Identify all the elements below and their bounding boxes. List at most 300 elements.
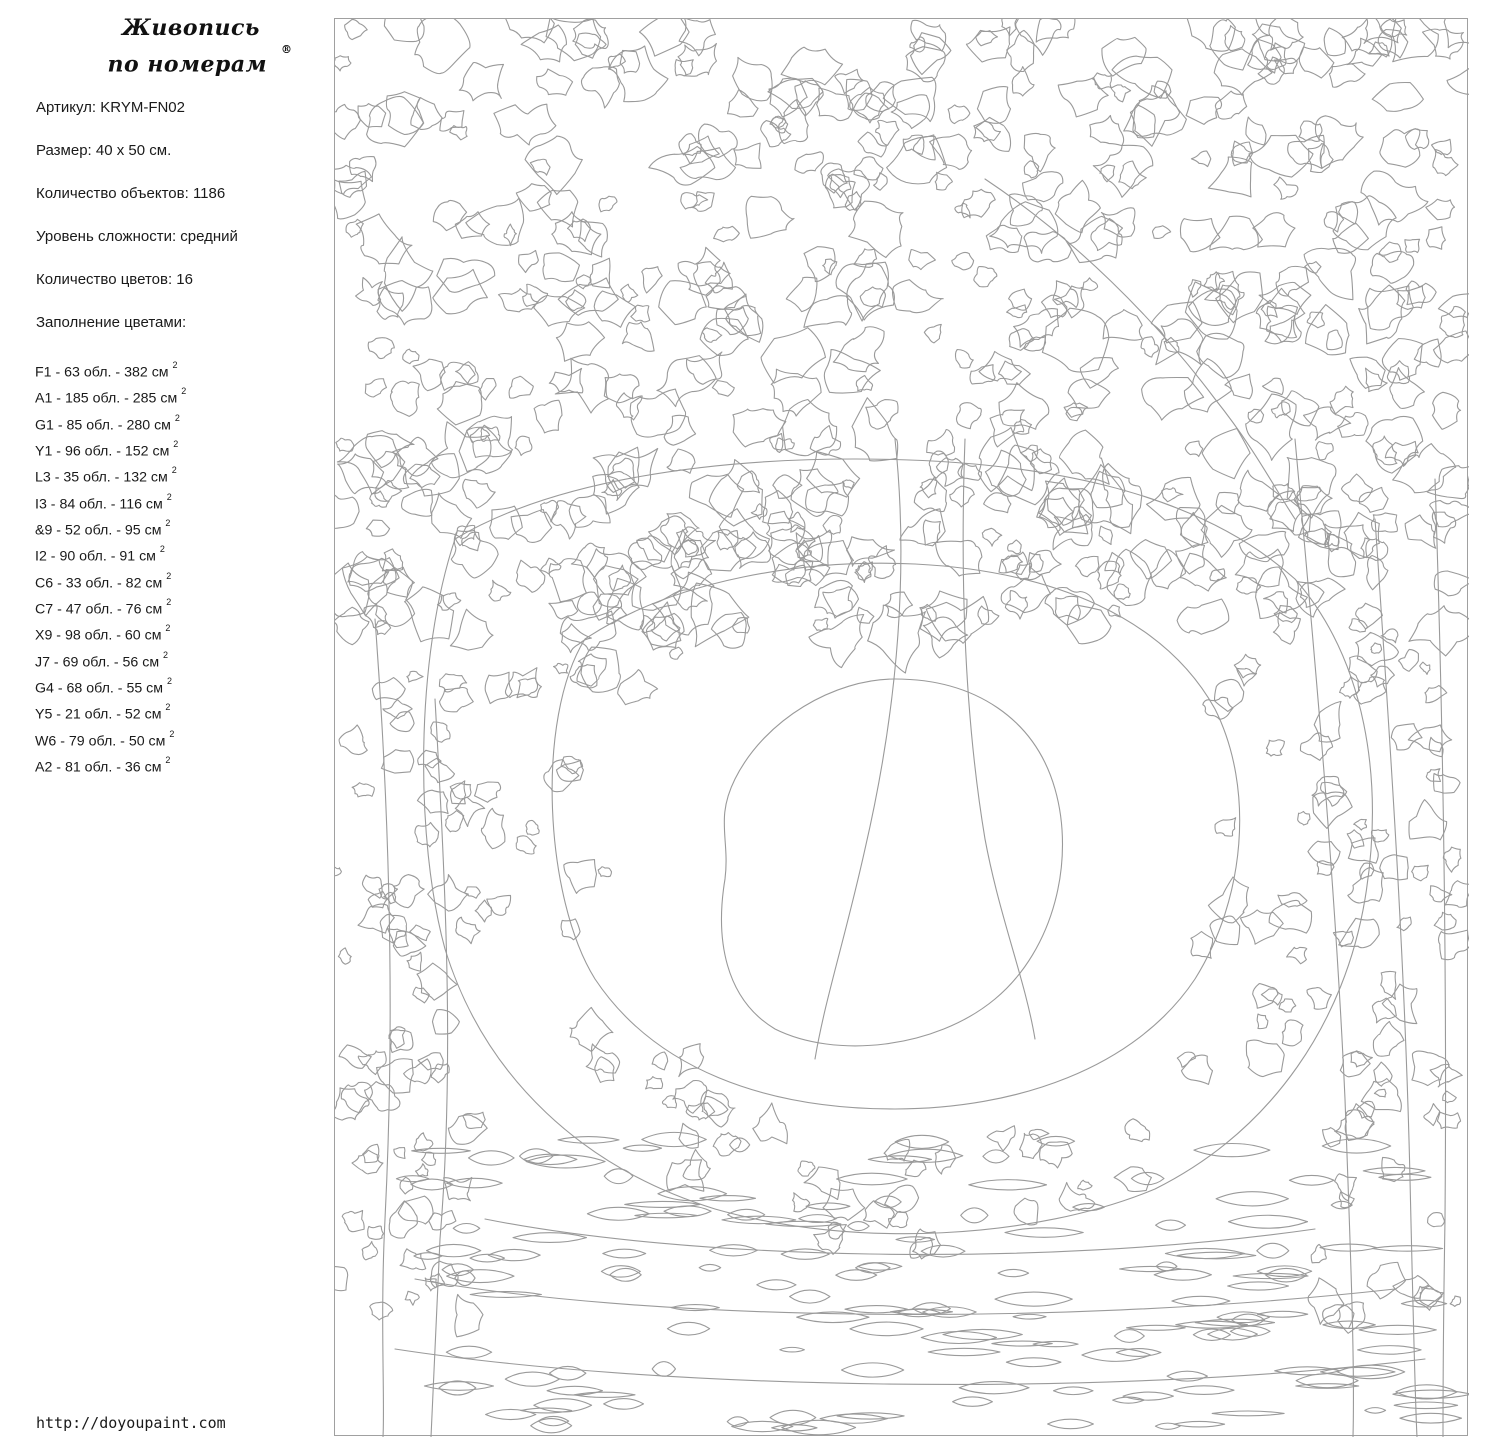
foliage-region	[1264, 592, 1288, 613]
foliage-region	[1391, 724, 1422, 750]
ground-region	[486, 1409, 536, 1419]
color-fill-unit-sup: 2	[165, 754, 171, 765]
foliage-region	[1397, 286, 1425, 309]
foliage-region	[906, 47, 945, 82]
ground-region	[642, 1132, 707, 1146]
tunnel-wall-region	[554, 663, 568, 673]
tunnel-wall-region	[1266, 740, 1284, 756]
foliage-region	[1350, 357, 1385, 388]
foliage-region	[796, 530, 831, 569]
ground-region	[1216, 1192, 1288, 1206]
ground-region	[625, 1201, 700, 1207]
tunnel-wall-region	[682, 540, 697, 554]
tunnel-wall-region	[1253, 984, 1278, 1009]
foliage-region	[999, 383, 1049, 430]
foliage-region	[909, 250, 936, 270]
foliage-region	[1409, 800, 1447, 840]
tunnel-wall-region	[987, 1126, 1015, 1151]
foliage-region	[702, 328, 722, 342]
foliage-region	[1053, 281, 1078, 308]
foliage-region	[417, 963, 457, 1000]
color-fill-item	[35, 621, 186, 647]
foliage-region	[791, 469, 838, 517]
color-fill-unit-sup: 2	[171, 465, 177, 476]
foliage-region	[1315, 116, 1363, 168]
tunnel-wall-region	[1181, 1055, 1212, 1084]
ground-region	[604, 1169, 633, 1184]
color-fill-unit-sup: 2	[173, 438, 179, 449]
foliage-region	[1412, 1051, 1449, 1086]
foliage-region	[1248, 409, 1263, 423]
foliage-region	[358, 104, 386, 128]
foliage-region	[1162, 488, 1183, 502]
foliage-region	[1321, 782, 1347, 806]
color-fill-item	[35, 674, 186, 700]
foliage-region	[398, 1196, 433, 1224]
foliage-region	[1187, 19, 1236, 51]
color-fill-text: I2 - 90 обл. - 91 см	[35, 549, 160, 566]
foliage-region	[499, 289, 539, 312]
color-fill-item	[35, 411, 186, 437]
ground-region	[842, 1363, 904, 1377]
foliage-region	[1308, 1278, 1344, 1324]
foliage-region	[1338, 412, 1368, 437]
foliage-region	[1079, 465, 1133, 534]
tunnel-wall-region	[1298, 811, 1310, 825]
ground-region	[604, 1399, 644, 1410]
foliage-region	[1450, 1296, 1461, 1306]
ground-region	[848, 1222, 870, 1231]
foliage-region	[1007, 30, 1034, 71]
foliage-region	[1225, 374, 1253, 399]
foliage-region	[581, 67, 619, 108]
color-fill-unit-sup: 2	[166, 596, 172, 607]
tunnel-wall-region	[704, 1096, 728, 1116]
foliage-region	[1356, 632, 1399, 665]
foliage-region	[450, 126, 467, 140]
foliage-region	[1366, 286, 1414, 330]
ground-region	[427, 1244, 481, 1256]
foliage-region	[1069, 216, 1123, 262]
site-url: http://doyoupaint.com	[36, 1414, 226, 1432]
foliage-region	[537, 190, 577, 227]
foliage-region	[1009, 289, 1032, 310]
foliage-region	[836, 262, 888, 321]
ground-region	[1006, 1358, 1061, 1367]
ground-region	[837, 1413, 904, 1419]
ground-region	[1394, 1402, 1457, 1409]
foliage-region	[1371, 251, 1414, 283]
foliage-region	[709, 460, 762, 526]
foliage-region	[1408, 725, 1451, 752]
foliage-region	[1360, 863, 1374, 879]
foliage-region	[368, 338, 394, 359]
foliage-region	[415, 19, 470, 74]
tunnel-wall-region	[586, 1044, 619, 1073]
foliage-region	[1210, 216, 1263, 250]
tunnel-wall-region	[564, 860, 597, 894]
tunnel-wall-region	[455, 797, 484, 826]
foliage-region	[700, 318, 748, 355]
foliage-region	[807, 452, 860, 498]
foliage-region	[1327, 533, 1356, 577]
ground-region	[943, 1329, 1022, 1339]
foliage-region	[431, 1064, 449, 1083]
ground-region	[396, 1176, 428, 1182]
foliage-region	[821, 163, 847, 193]
foliage-region	[1405, 515, 1436, 548]
color-fill-text: C7 - 47 обл. - 76 см	[35, 601, 167, 618]
tunnel-wall-region	[1078, 1180, 1092, 1190]
foliage-region	[804, 296, 852, 328]
ground-region	[1048, 1419, 1094, 1429]
color-fill-unit-sup: 2	[172, 360, 178, 370]
foliage-region	[540, 558, 561, 574]
ground-region	[1005, 1228, 1083, 1238]
foliage-region	[659, 281, 707, 325]
foliage-region	[1342, 474, 1373, 502]
foliage-region	[1216, 492, 1239, 513]
foliage-region	[1039, 488, 1093, 535]
foliage-region	[400, 1177, 413, 1194]
foliage-region	[874, 173, 888, 190]
ground-region	[961, 1208, 988, 1223]
foliage-region	[795, 152, 824, 173]
color-fill-text: I3 - 84 обл. - 116 см	[35, 496, 167, 513]
ground-region	[850, 1322, 923, 1336]
foliage-region	[523, 284, 548, 306]
foliage-region	[571, 543, 607, 577]
tunnel-wall-region	[481, 808, 505, 848]
foliage-region	[642, 267, 663, 293]
foliage-region	[936, 540, 982, 576]
ground-region	[601, 1266, 640, 1277]
ground-region	[1131, 1172, 1164, 1184]
foliage-region	[416, 1164, 429, 1176]
foliage-region	[1339, 202, 1358, 224]
foliage-region	[815, 580, 853, 616]
color-fill-unit-sup: 2	[166, 675, 172, 686]
foliage-region	[1256, 567, 1308, 618]
foliage-region	[367, 96, 424, 146]
foliage-region	[1075, 556, 1099, 576]
tunnel-wall-region	[581, 647, 620, 692]
foliage-region	[1111, 85, 1130, 102]
color-fill-item	[35, 384, 186, 410]
foliage-region	[566, 290, 586, 311]
foliage-region	[358, 1051, 386, 1075]
foliage-region	[1447, 66, 1469, 94]
foliage-region	[622, 322, 654, 351]
foliage-region	[868, 605, 926, 673]
foliage-region	[891, 95, 929, 129]
foliage-region	[689, 474, 743, 517]
foliage-region	[504, 224, 516, 246]
foliage-region	[509, 376, 533, 398]
foliage-region	[537, 69, 573, 95]
foliage-region	[1345, 1110, 1374, 1141]
ground-region	[1257, 1243, 1289, 1258]
ground-region	[728, 1209, 765, 1220]
color-fill-text: A1 - 185 обл. - 285 см	[35, 391, 182, 408]
foliage-region	[955, 350, 973, 369]
ground-region	[414, 1253, 442, 1260]
foliage-region	[362, 1242, 378, 1260]
color-fill-item	[35, 595, 186, 621]
tunnel-wall-region	[1287, 947, 1307, 964]
foliage-region	[779, 99, 809, 143]
ground-region	[1358, 1346, 1422, 1355]
brand-logo	[96, 12, 293, 80]
ground-region	[1400, 1413, 1462, 1423]
foliage-region	[1339, 918, 1380, 947]
foliage-region	[433, 1010, 460, 1035]
foliage-region	[1024, 232, 1071, 262]
foliage-region	[854, 157, 883, 180]
tunnel-wall-region	[1269, 900, 1311, 933]
foliage-region	[948, 105, 970, 124]
foliage-region	[1373, 1021, 1404, 1056]
foliage-region	[403, 349, 419, 364]
foliage-region	[691, 583, 749, 647]
foliage-region	[813, 618, 828, 630]
foliage-region	[681, 193, 708, 209]
ground-region	[836, 1270, 877, 1281]
ground-region	[1156, 1220, 1186, 1230]
foliage-region	[390, 712, 414, 732]
foliage-region	[407, 952, 421, 971]
foliage-region	[338, 948, 351, 964]
ground-region	[1193, 1329, 1230, 1340]
foliage-region	[516, 560, 545, 592]
foliage-region	[952, 252, 974, 269]
foliage-region	[1432, 392, 1460, 429]
foliage-region	[1105, 552, 1124, 573]
foliage-region	[728, 90, 759, 117]
foliage-region	[1437, 1112, 1460, 1128]
foliage-region	[417, 790, 448, 814]
registered-mark: ®	[281, 43, 293, 56]
foliage-region	[437, 258, 495, 292]
tunnel-wall-region	[843, 480, 855, 489]
difficulty-text: Уровень сложности: средний	[36, 228, 238, 245]
foliage-region	[410, 925, 431, 941]
tunnel-wall-region	[1151, 550, 1185, 589]
foliage-region	[876, 120, 899, 145]
foliage-region	[1176, 545, 1205, 574]
foliage-region	[368, 891, 387, 908]
ground-region	[587, 1207, 649, 1220]
foliage-region	[1191, 151, 1210, 167]
foliage-region	[835, 69, 864, 93]
tunnel-wall-region	[1234, 654, 1260, 678]
foliage-region	[463, 479, 495, 508]
ground-region	[1194, 1144, 1270, 1157]
foliage-region	[440, 362, 475, 390]
foliage-region	[459, 427, 511, 473]
color-fill-item	[35, 753, 186, 779]
foliage-region	[966, 27, 1010, 62]
foliage-region	[404, 1059, 432, 1084]
ground-region	[424, 1382, 493, 1391]
foliage-region	[381, 750, 413, 773]
foliage-region	[335, 1266, 348, 1291]
foliage-region	[809, 615, 864, 668]
foliage-region	[962, 189, 996, 217]
tunnel-wall-region	[923, 520, 940, 545]
branch-diagonal	[985, 179, 1295, 519]
tunnel-wall-region	[475, 900, 492, 922]
ground-region	[983, 1150, 1009, 1163]
foliage-region	[1274, 177, 1298, 199]
foliage-region	[1359, 487, 1388, 512]
foliage-region	[746, 196, 794, 238]
ground-region	[526, 1155, 605, 1168]
product-info	[36, 98, 238, 356]
foliage-region	[712, 381, 734, 397]
foliage-region	[999, 361, 1031, 385]
foliage-region	[515, 436, 532, 455]
foliage-region	[450, 609, 493, 650]
tunnel-wall-region	[1313, 792, 1352, 828]
foliage-region	[1316, 442, 1333, 460]
color-fill-item	[35, 516, 186, 542]
foliage-region	[678, 44, 717, 77]
foliage-region	[1433, 149, 1458, 175]
ground-region	[412, 1148, 471, 1153]
foliage-region	[558, 278, 618, 315]
foliage-region	[734, 143, 761, 168]
ground-region	[1289, 1175, 1334, 1185]
foliage-region	[616, 393, 642, 420]
fill-title: Заполнение цветами:	[36, 314, 187, 331]
color-fill-item	[35, 648, 186, 674]
ground-region	[953, 1397, 993, 1406]
foliage-region	[810, 426, 840, 455]
foliage-region	[1327, 330, 1343, 350]
foliage-region	[1142, 378, 1204, 421]
color-fill-item	[35, 437, 186, 463]
foliage-region	[1024, 161, 1038, 178]
ground-region	[895, 1135, 949, 1148]
ground-region	[1174, 1421, 1225, 1427]
foliage-region	[370, 1302, 393, 1320]
foliage-region	[356, 278, 383, 306]
foliage-region	[534, 400, 562, 433]
foliage-region	[1367, 1262, 1405, 1299]
tunnel-wall-region	[1210, 916, 1240, 945]
foliage-region	[1268, 491, 1301, 532]
tunnel-wall-region	[798, 1161, 815, 1176]
tunnel-wall-region	[914, 477, 946, 511]
ground-region	[1082, 1349, 1151, 1362]
ground-region	[1116, 1349, 1161, 1357]
foliage-region	[1023, 172, 1063, 202]
foliage-region	[866, 82, 896, 112]
foliage-region	[1443, 847, 1461, 872]
foliage-region	[1263, 378, 1284, 395]
outline-group	[335, 19, 1469, 1437]
foliage-region	[1361, 171, 1428, 225]
foliage-region	[377, 1059, 414, 1093]
ground-region	[806, 1203, 850, 1210]
foliage-region	[978, 428, 1034, 492]
foliage-region	[677, 527, 716, 557]
color-fill-text: J7 - 69 обл. - 56 см	[35, 654, 164, 671]
color-fill-text: F1 - 63 обл. - 382 см	[35, 364, 173, 381]
foliage-region	[1114, 584, 1130, 599]
color-fill-unit-sup: 2	[169, 728, 175, 739]
foliage-region	[1246, 117, 1266, 145]
foliage-region	[761, 328, 825, 383]
color-fill-item	[35, 542, 186, 568]
tunnel-wall-region	[1237, 668, 1257, 686]
logo-line-2-text: по номерам	[107, 51, 267, 78]
foliage-region	[411, 98, 443, 130]
foliage-region	[335, 493, 359, 528]
ground-region	[1320, 1244, 1377, 1251]
foliage-region	[1300, 733, 1332, 760]
tunnel-wall-region	[1059, 1183, 1095, 1212]
foliage-region	[1424, 1104, 1440, 1126]
ground-region	[610, 1268, 641, 1281]
foliage-region	[1205, 271, 1244, 314]
ground-region	[710, 1245, 758, 1256]
tunnel-wall-region	[526, 820, 539, 835]
foliage-region	[431, 722, 450, 742]
foliage-region	[549, 601, 578, 619]
ground-region	[1120, 1266, 1182, 1271]
foliage-region	[1356, 603, 1383, 629]
foliage-region	[1335, 1174, 1357, 1201]
color-fill-item	[35, 358, 186, 384]
foliage-region	[459, 63, 503, 101]
tunnel-wall-region	[950, 486, 974, 507]
color-fill-unit-sup: 2	[163, 649, 169, 660]
foliage-region	[576, 275, 591, 289]
foliage-region	[1282, 391, 1319, 426]
foliage-region	[335, 56, 351, 71]
color-fill-text: &9 - 52 обл. - 95 см	[35, 522, 166, 539]
foliage-region	[804, 247, 835, 282]
foliage-region	[1361, 1079, 1401, 1112]
ground-region	[837, 1173, 908, 1185]
foliage-region	[1124, 105, 1156, 138]
tunnel-wall-region	[1282, 1020, 1303, 1046]
foliage-region	[858, 132, 886, 157]
tunnel-wall-region	[475, 782, 501, 802]
tunnel-wall-region	[1125, 1119, 1150, 1142]
tunnel-wall-region	[1354, 819, 1367, 830]
ground-region	[969, 1180, 1047, 1190]
foliage-region	[525, 136, 582, 194]
tunnel-wall-region	[598, 867, 611, 877]
foliage-region	[1434, 774, 1461, 794]
ground-region	[1013, 1314, 1046, 1319]
foliage-region	[450, 783, 471, 799]
foliage-region	[1180, 219, 1220, 252]
legend-sidebar	[0, 0, 330, 1453]
tunnel-wall-region	[652, 1052, 668, 1070]
foliage-region	[569, 495, 610, 527]
color-fill-text: X9 - 98 обл. - 60 см	[35, 628, 166, 645]
foliage-region	[366, 520, 389, 536]
foliage-region	[356, 214, 412, 264]
ground-band-2	[395, 1349, 1425, 1384]
foliage-region	[1443, 1091, 1457, 1103]
ground-region	[558, 1137, 619, 1144]
foliage-region	[372, 451, 409, 489]
